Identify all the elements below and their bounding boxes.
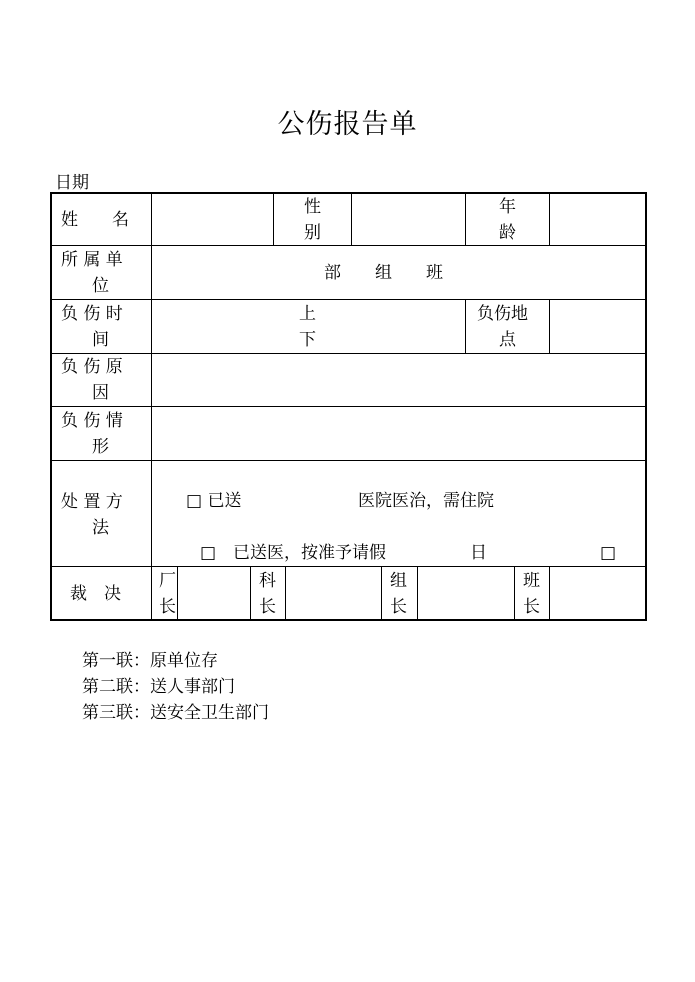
row-divider	[52, 406, 645, 407]
report-form-table	[50, 192, 647, 621]
column-divider	[465, 299, 466, 353]
option-hospital-text: 医院医治，需住院	[358, 491, 494, 511]
column-divider	[273, 194, 274, 245]
unit-value: 部 组 班	[324, 263, 443, 283]
section-head-label-line1: 科	[259, 571, 276, 591]
note-line: 第一联：原单位存	[82, 651, 218, 671]
group-head-label-line2: 长	[390, 597, 407, 617]
place-label-line1: 负伤地	[477, 304, 528, 324]
column-divider	[549, 566, 550, 621]
column-divider	[549, 299, 550, 353]
condition-label-line2: 形	[92, 437, 109, 457]
team-head-label-line1: 班	[523, 571, 540, 591]
note-line: 第三联：送安全卫生部门	[82, 703, 269, 723]
option-extra-checkbox[interactable]: □	[600, 543, 617, 563]
row-divider	[52, 245, 645, 246]
row-divider	[52, 566, 645, 567]
handling-label-line1: 处 置 方	[61, 492, 123, 512]
row-divider	[52, 299, 645, 300]
option-hospital-checkbox[interactable]: □ 已送	[186, 491, 242, 511]
factory-head-label-line1: 厂	[159, 571, 176, 591]
am-label: 上	[299, 304, 316, 324]
time-label-line1: 负 伤 时	[61, 304, 123, 324]
cause-label-line1: 负 伤 原	[61, 357, 123, 377]
gender-label-line1: 性	[304, 197, 321, 217]
column-divider	[351, 194, 352, 245]
name-label: 姓 名	[61, 210, 129, 230]
age-label-line1: 年	[499, 197, 516, 217]
place-label-line2: 点	[499, 330, 516, 350]
group-head-label-line1: 组	[390, 571, 407, 591]
column-divider	[151, 194, 152, 621]
column-divider	[381, 566, 382, 621]
column-divider	[465, 194, 466, 245]
unit-label-line2: 位	[92, 276, 109, 296]
condition-label-line1: 负 伤 情	[61, 411, 123, 431]
section-head-label-line2: 长	[259, 597, 276, 617]
row-divider	[52, 460, 645, 461]
note-line: 第二联：送人事部门	[82, 677, 235, 697]
column-divider	[514, 566, 515, 621]
decision-label: 裁 决	[70, 584, 121, 604]
column-divider	[177, 566, 178, 621]
column-divider	[285, 566, 286, 621]
column-divider	[549, 194, 550, 245]
team-head-label-line2: 长	[523, 597, 540, 617]
age-label-line2: 龄	[499, 223, 516, 243]
form-title: 公伤报告单	[277, 109, 418, 140]
copy-distribution-notes	[82, 648, 269, 726]
factory-head-label-line2: 长	[159, 597, 176, 617]
row-divider	[52, 353, 645, 354]
pm-label: 下	[299, 330, 316, 350]
unit-label-line1: 所 属 单	[61, 250, 123, 270]
handling-label-line2: 法	[92, 518, 109, 538]
cause-label-line2: 因	[92, 383, 109, 403]
column-divider	[417, 566, 418, 621]
gender-label-line2: 别	[304, 223, 321, 243]
option-leave-checkbox[interactable]: □ 已送医，按准予请假	[200, 543, 387, 563]
option-leave-days-label: 日	[470, 543, 487, 563]
column-divider	[250, 566, 251, 621]
time-label-line2: 间	[92, 330, 109, 350]
date-label: 日期	[55, 173, 89, 193]
